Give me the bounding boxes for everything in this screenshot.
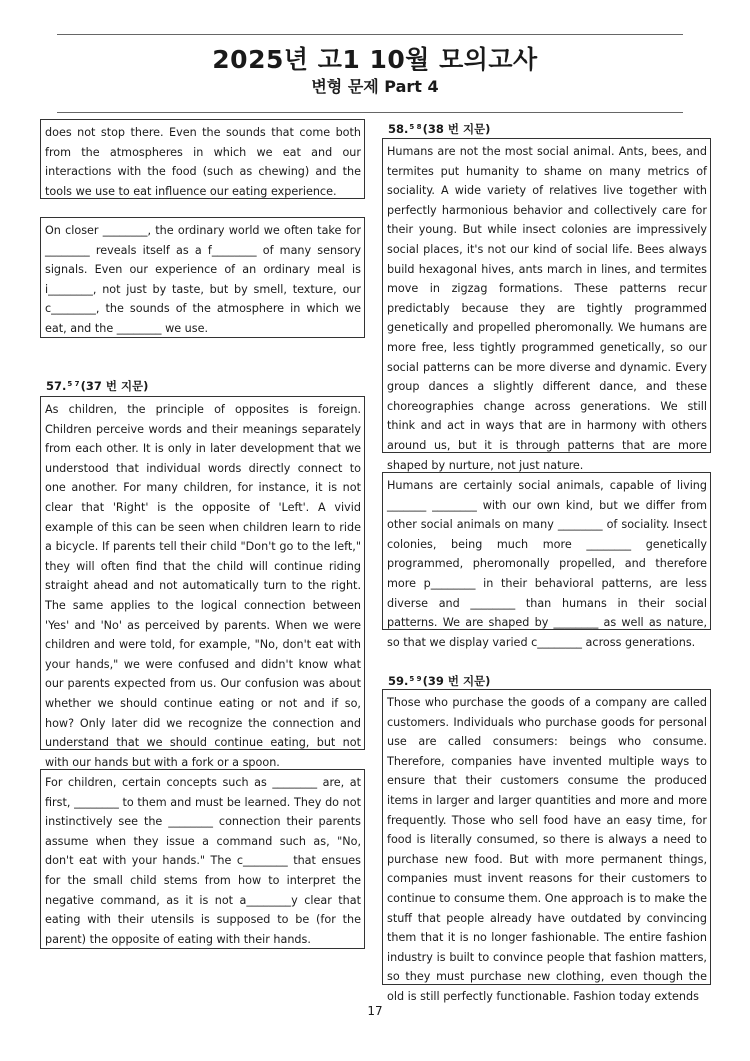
passage-58-box <box>382 138 711 472</box>
question-number: 59. <box>388 674 409 688</box>
question-57-label <box>46 378 148 394</box>
question-superscript: 5 7 <box>67 380 80 388</box>
summary-fill-blank-text: On closer ________, the ordinary world we often take for ________ reveals itself as a f________ of many sensory signals. Even our experience of an ordinary meal is i________, not just by taste, but by smell, texture, our c________, the sounds of the atmosphere in which we eat, and the ________ we use. <box>45 224 361 335</box>
passage-57-box <box>40 396 365 769</box>
passage-58-text: Humans are not the most social animal. Ants, bees, and termites put humanity to shame on many metrics of sociality. A wide variety of relatives live together with perfectly harmonious behavior and collectively care for their young. But while insect colonies are impressively social places, it's not our kind of social life. Bees always build hexagonal hives, ants march in lines, and termites move in zigzag formations. These patterns recur predictably because they are tightly programmed genetically and propelled pheromonally. We humans are more free, less tightly programmed genetically, so our social patterns can be more diverse and dynamic. Every group dances a slightly different dance, and these choreographies change across generations. We still think and act in ways that are in harmony with others around us, but it is through patterns that are more shaped by nurture, not just nature. <box>387 145 707 472</box>
summary-fill-blank-box <box>40 217 365 338</box>
question-58-label <box>388 121 490 137</box>
passage-57-text: As children, the principle of opposites is foreign. Children perceive words and their meanings separately from each other. It is only in later development that we understood that individual words directly connect to one another. For many children, for instance, it is not clear that 'Right' is the opposite of 'Left'. A vivid example of this can be seen when children learn to ride a bicycle. If parents tell their child "Don't go to the left," they will often find that the child will continue riding straight ahead and not automatically turn to the right. The same applies to the logical connection between 'Yes' and 'No' as perceived by parents. When we were children and were told, for example, "No, don't eat with your hands," we were confused and didn't know what our parents expected from us. Our confusion was about whether we should continue eating or not and if so, how? Only later did we recognize the connection and understand that we should continue eating, but not with our hands but with a fork or a spoon. <box>45 403 361 769</box>
question-reference: (39 번 지문) <box>422 674 491 688</box>
passage-59-box <box>382 689 711 1003</box>
question-reference: (38 번 지문) <box>422 122 491 136</box>
summary-58-text: Humans are certainly social animals, capable of living _______ ________ with our own kind, but we differ from other social animals on many ________ of sociality. Insect colonies, being much more ________ genetically programmed, pheromonally propelled, and therefore more p________ in their behavioral patterns, are less diverse and ________ than humans in their social patterns. We are shaped by ________ as well as nature, so that we display varied c________ across generations. <box>387 479 707 649</box>
passage-continuation-box <box>40 119 365 199</box>
header-rule <box>57 112 683 113</box>
question-59-label <box>388 673 490 689</box>
question-reference: (37 번 지문) <box>80 379 149 393</box>
top-rule <box>57 34 683 35</box>
summary-58-box <box>382 472 711 649</box>
summary-57-box <box>40 769 365 949</box>
question-superscript: 5 9 <box>409 675 422 683</box>
page-number: 17 <box>367 1004 383 1018</box>
question-number: 58. <box>388 122 409 136</box>
page-title: 2025년 고1 10월 모의고사 <box>212 45 538 74</box>
passage-59-text: Those who purchase the goods of a company are called customers. Individuals who purchase goods for personal use are called consumers: beings who consume. Therefore, companies have invented multiple ways to ensure that their customers consume the produced items in larger and larger quantities and more and more frequently. Those who sell food have an easy time, for food is literally consumed, so there is always a need to purchase new food. But with more permanent things, companies must invent reasons for their customers to continue to consume them. One approach is to make the stuff that people already have outdated by convincing them that it is no longer fashionable. The entire fashion industry is built to convince people that fashion matters, so they must purchase new clothing, even though the old is still perfectly functionable. Fashion today extends <box>387 696 707 1003</box>
summary-57-text: For children, certain concepts such as ________ are, at first, ________ to them and must be learned. They do not instinctively see the ________ connection their parents assume when they issue a command such as, "No, don't eat with your hands." The c________ that ensues for the small child stems from how to interpret the negative command, as it is not a________y clear that eating with their utensils is supposed to be (for the parent) the opposite of eating with their hands. <box>45 776 361 946</box>
question-number: 57. <box>46 379 67 393</box>
page-subtitle: 변형 문제 Part 4 <box>311 77 439 96</box>
passage-continuation-text: does not stop there. Even the sounds that come both from the atmospheres in which we eat and our interactions with the food (such as chewing) and the tools we use to eat influence our eating experience. <box>45 126 361 198</box>
question-superscript: 5 8 <box>409 123 422 131</box>
